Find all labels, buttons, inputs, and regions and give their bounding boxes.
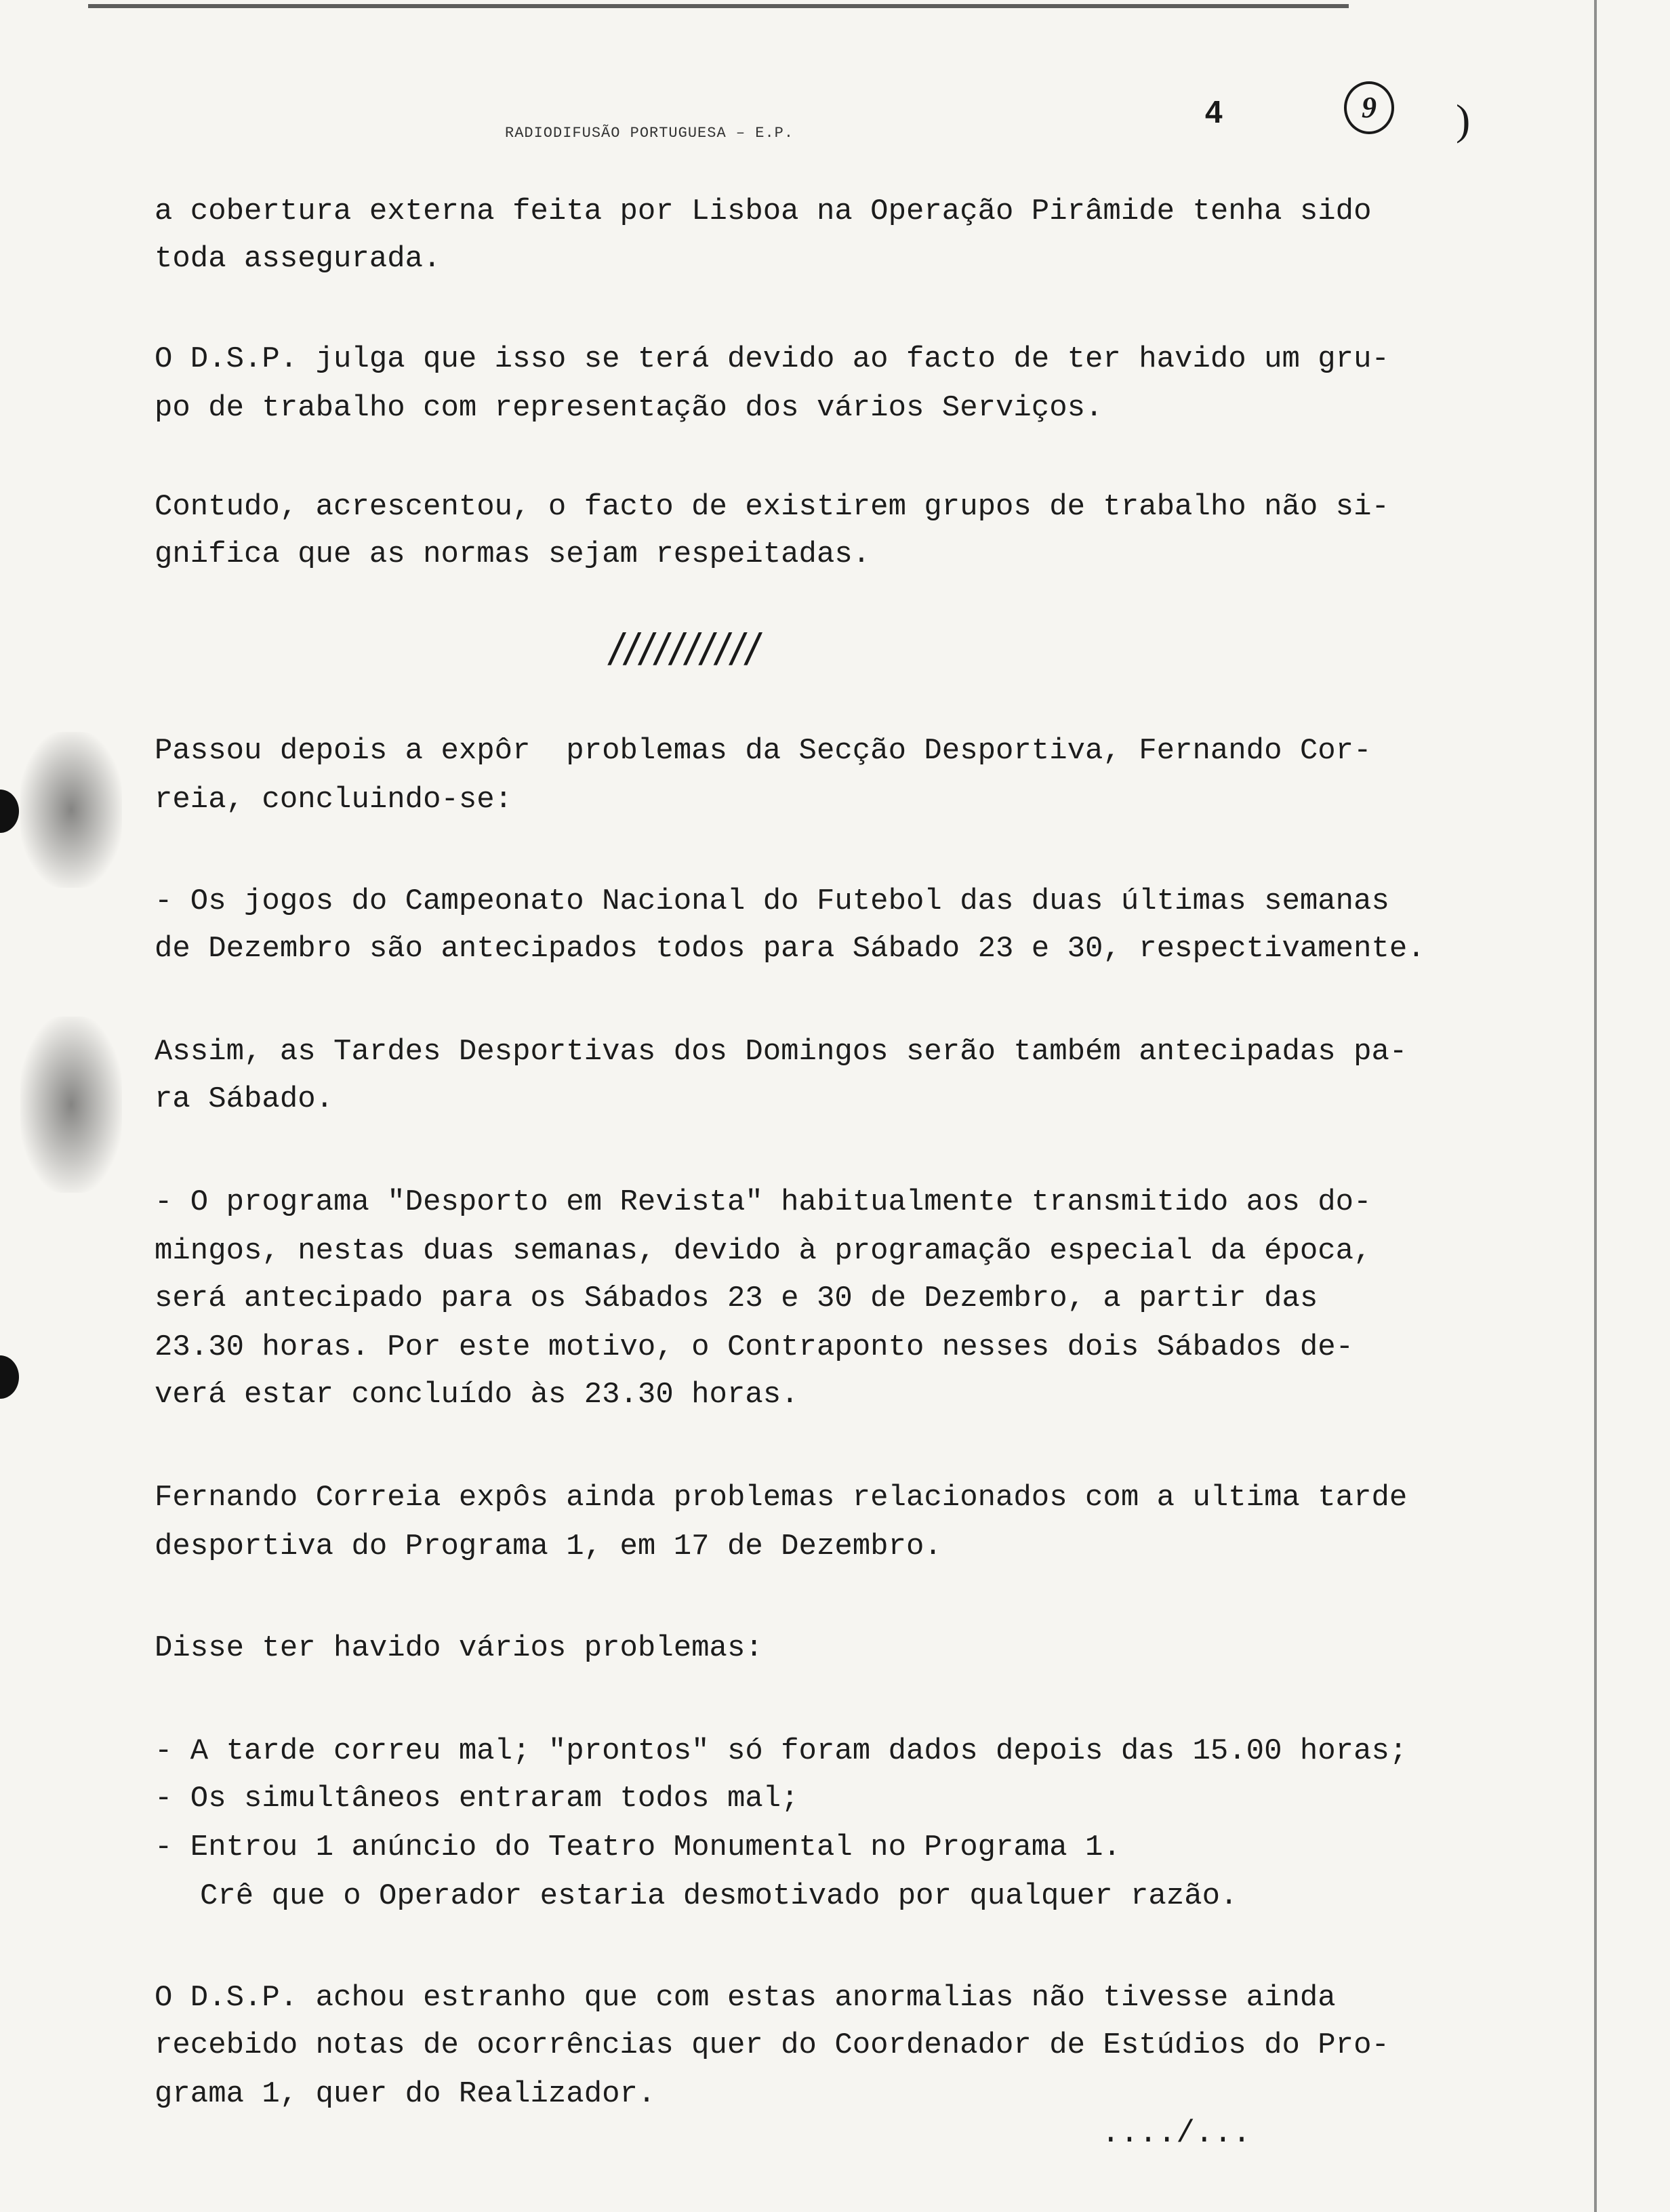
text-line: gnifica que as normas sejam respeitadas. — [155, 537, 871, 571]
list-item: - A tarde correu mal; "prontos" só foram dados depois das 15.00 horas; — [155, 1734, 1408, 1768]
text-line: reia, concluindo-se: — [155, 783, 513, 817]
text-line: O D.S.P. julga que isso se terá devido ao facto de ter havido um gru- — [155, 342, 1389, 376]
text-line: - O programa "Desporto em Revista" habitualmente transmitido aos do- — [155, 1185, 1372, 1219]
text-line: po de trabalho com representação dos vários Serviços. — [155, 391, 1103, 425]
text-line: Disse ter havido vários problemas: — [155, 1631, 763, 1665]
text-line: a cobertura externa feita por Lisboa na Operação Pirâmide tenha sido — [155, 194, 1372, 228]
margin-smudge-2 — [20, 1017, 122, 1193]
text-line: Assim, as Tardes Desportivas dos Domingos serão também antecipadas pa- — [155, 1035, 1408, 1069]
text-line: desportiva do Programa 1, em 17 de Dezembro. — [155, 1530, 942, 1563]
punch-hole-bottom — [0, 1355, 19, 1399]
text-line: ra Sábado. — [155, 1082, 334, 1116]
letterhead: RADIODIFUSÃO PORTUGUESA – E.P. — [505, 125, 794, 142]
text-line: O D.S.P. achou estranho que com estas anormalias não tivesse ainda — [155, 1981, 1336, 2015]
right-margin-line — [1594, 0, 1597, 2212]
text-line: de Dezembro são antecipados todos para Sábado 23 e 30, respectivamente. — [155, 932, 1425, 966]
list-item: - Os simultâneos entraram todos mal; — [155, 1782, 799, 1816]
top-edge-rule — [88, 4, 1349, 8]
text-line: mingos, nestas duas semanas, devido à programação especial da época, — [155, 1234, 1372, 1268]
punch-hole-top — [0, 790, 19, 833]
text-line: recebido notas de ocorrências quer do Coordenador de Estúdios do Pro- — [155, 2028, 1389, 2062]
text-line: - Os jogos do Campeonato Nacional do Futebol das duas últimas semanas — [155, 884, 1389, 918]
text-line: Passou depois a expôr problemas da Secção Desportiva, Fernando Cor- — [155, 734, 1372, 768]
text-line: Contudo, acrescentou, o facto de existirem grupos de trabalho não si- — [155, 490, 1389, 524]
text-line: grama 1, quer do Realizador. — [155, 2077, 656, 2111]
text-line: Crê que o Operador estaria desmotivado por qualquer razão. — [200, 1879, 1238, 1913]
margin-bracket-mark: ) — [1456, 96, 1471, 144]
text-line: será antecipado para os Sábados 23 e 30 de Dezembro, a partir das — [155, 1282, 1318, 1315]
text-line: Fernando Correia expôs ainda problemas relacionados com a ultima tarde — [155, 1481, 1408, 1515]
section-separator: ////////// — [610, 624, 762, 674]
text-line: toda assegurada. — [155, 242, 441, 276]
margin-smudge-1 — [20, 732, 122, 888]
page-number: 4 — [1205, 94, 1223, 129]
list-item: - Entrou 1 anúncio do Teatro Monumental no Programa 1. — [155, 1830, 1121, 1864]
circled-number-stamp: 9 — [1344, 81, 1394, 134]
continuation-mark: ..../... — [1101, 2116, 1251, 2151]
text-line: 23.30 horas. Por este motivo, o Contraponto nesses dois Sábados de- — [155, 1330, 1354, 1364]
text-line: verá estar concluído às 23.30 horas. — [155, 1378, 799, 1412]
